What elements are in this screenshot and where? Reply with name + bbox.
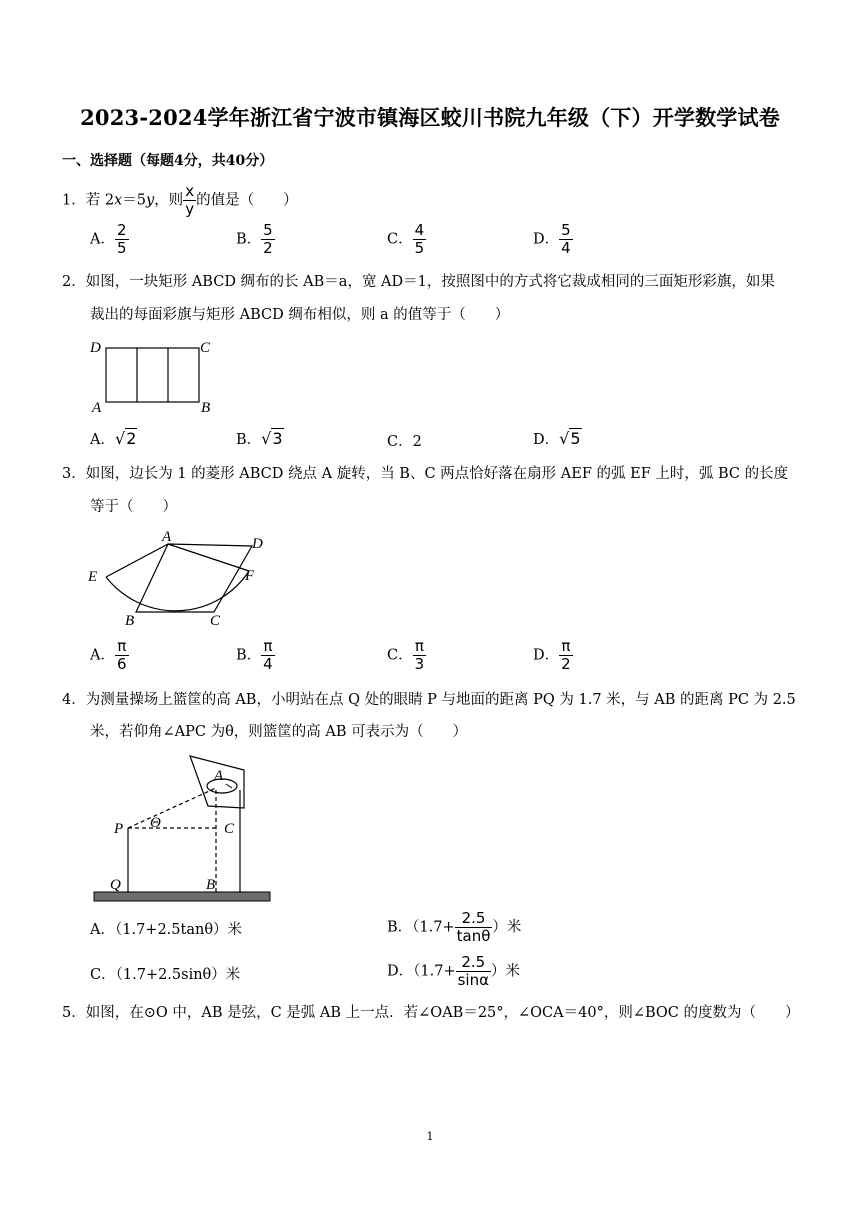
q3-rhombus-sector-figure <box>84 528 274 630</box>
label-D: D <box>252 536 263 552</box>
label-E: E <box>88 569 98 585</box>
q1-frac-num: x <box>185 182 195 200</box>
q2-option-c <box>387 430 422 451</box>
option-label: C． <box>90 967 116 983</box>
label-C: C <box>200 340 211 356</box>
label-D: D <box>90 340 101 356</box>
frac-den: 5 <box>116 239 127 257</box>
question-3-line-2: 等于（ ） <box>90 499 177 515</box>
option-post: ）米 <box>492 919 522 936</box>
label-B: B <box>201 400 211 416</box>
option-label: C． <box>387 434 413 450</box>
frac-den: 3 <box>414 655 425 673</box>
radicand: 2 <box>126 429 137 448</box>
frac-den: 2 <box>561 655 571 673</box>
q2-rectangle-figure <box>84 336 224 416</box>
question-3-line-1: 3．如图，边长为 1 的菱形 ABCD 绕点 A 旋转，当 B、C 两点恰好落在扇形 AEF 的弧 EF 上时，弧 BC 的长度 <box>62 466 789 482</box>
q1-var-y: y <box>145 192 155 209</box>
radicand: 3 <box>272 429 283 448</box>
question-2-line-2: 裁出的每面彩旗与矩形 ABCD 绸布相似，则 a 的值等于（ ） <box>90 307 510 323</box>
option-label: D． <box>533 432 560 448</box>
q4-basketball-hoop-figure <box>84 750 284 905</box>
option-label: A． <box>90 922 115 938</box>
frac-num: 2.5 <box>456 954 491 972</box>
q1-var-x: x <box>114 192 123 209</box>
label-theta: Θ <box>150 815 161 831</box>
option-label: B． <box>387 919 413 936</box>
q4-option-a <box>90 918 242 939</box>
frac-num: π <box>413 638 427 656</box>
option-label: A． <box>90 432 115 448</box>
option-label: B． <box>236 231 262 248</box>
q2-option-d: D．√5 <box>533 429 581 448</box>
frac-num: 2 <box>116 221 127 239</box>
q4-option-b <box>387 910 521 945</box>
question-2-line-1: 2．如图，一块矩形 ABCD 绸布的长 AB＝a，宽 AD＝1，按照图中的方式将它裁成相同的三面矩形彩旗，如果 <box>62 274 775 290</box>
label-A: A <box>162 529 172 545</box>
label-Q: Q <box>110 877 121 893</box>
frac-den: tanθ <box>456 927 491 945</box>
option-text: （1.7+2.5tanθ）米 <box>114 922 243 938</box>
frac-den: sinα <box>457 971 489 989</box>
frac-den: 6 <box>116 655 127 673</box>
q1-eq: ＝5 <box>122 192 146 209</box>
q4-option-c <box>90 963 240 984</box>
frac-num: 2.5 <box>455 910 493 928</box>
question-5-line-1: 5．如图，在⊙O 中，AB 是弦，C 是弧 AB 上一点．若∠OAB＝25°，∠OCA＝40°，则∠BOC 的度数为（ ） <box>62 1005 800 1021</box>
option-pre: （1.7+ <box>412 919 455 936</box>
q1-frac-den: y <box>185 200 195 218</box>
option-text: （1.7+2.5sinθ）米 <box>115 967 241 983</box>
label-A: A <box>214 768 224 784</box>
q1-fraction <box>183 183 196 218</box>
frac-num: 5 <box>561 221 571 239</box>
frac-num: π <box>115 638 129 656</box>
q1-option-a <box>90 222 129 257</box>
radicand: 5 <box>570 429 581 448</box>
q2-option-a: A．√2 <box>90 429 137 448</box>
frac-den: 4 <box>561 239 571 257</box>
option-label: A． <box>90 231 115 248</box>
option-label: A． <box>90 647 115 664</box>
option-label: D． <box>533 231 560 248</box>
option-label: D． <box>533 647 560 664</box>
q1-option-d <box>533 222 573 257</box>
q1-suffix: 的值是（ ） <box>196 192 298 209</box>
frac-den: 2 <box>263 239 273 257</box>
label-B: B <box>206 877 216 893</box>
frac-den: 5 <box>414 239 425 257</box>
q1-option-b <box>236 222 275 257</box>
q3-option-d <box>533 638 573 673</box>
page-title: 2023-2024学年浙江省宁波市镇海区蛟川书院九年级（下）开学数学试卷 <box>80 105 780 130</box>
option-label: D． <box>387 963 414 980</box>
label-F: F <box>245 568 255 584</box>
q3-option-a <box>90 638 129 673</box>
frac-den: 4 <box>263 655 273 673</box>
q1-prefix: 1．若 2 <box>62 192 115 209</box>
q1-mid: ，则 <box>154 192 184 209</box>
option-pre: （1.7+ <box>413 963 456 980</box>
frac-num: π <box>559 638 573 656</box>
q3-option-b <box>236 638 275 673</box>
page-number: 1 <box>426 1130 434 1143</box>
question-4-line-2: 米，若仰角∠APC 为θ，则篮筐的高 AB 可表示为（ ） <box>90 724 468 740</box>
option-text: 2 <box>412 434 422 450</box>
option-post: ）米 <box>491 963 520 980</box>
option-label: B． <box>236 647 262 664</box>
q4-option-d <box>387 954 520 989</box>
label-P: P <box>114 821 124 837</box>
label-A: A <box>92 400 102 416</box>
label-B: B <box>125 613 135 629</box>
q1-option-c <box>387 222 426 257</box>
q2-option-b: B．√3 <box>236 429 283 448</box>
frac-num: 4 <box>414 221 425 239</box>
label-C: C <box>224 821 235 837</box>
section-heading: 一、选择题（每题4分，共40分） <box>62 153 274 169</box>
option-label: C． <box>387 231 413 248</box>
option-label: C． <box>387 647 413 664</box>
frac-num: 5 <box>263 221 273 239</box>
option-label: B． <box>236 432 262 448</box>
frac-num: π <box>261 638 275 656</box>
q3-option-c <box>387 638 426 673</box>
question-1 <box>62 183 298 218</box>
question-4-line-1: 4．为测量操场上篮筐的高 AB，小明站在点 Q 处的眼睛 P 与地面的距离 PQ 为 1.7 米，与 AB 的距离 PC 为 2.5 <box>62 692 796 708</box>
label-C: C <box>210 613 221 629</box>
